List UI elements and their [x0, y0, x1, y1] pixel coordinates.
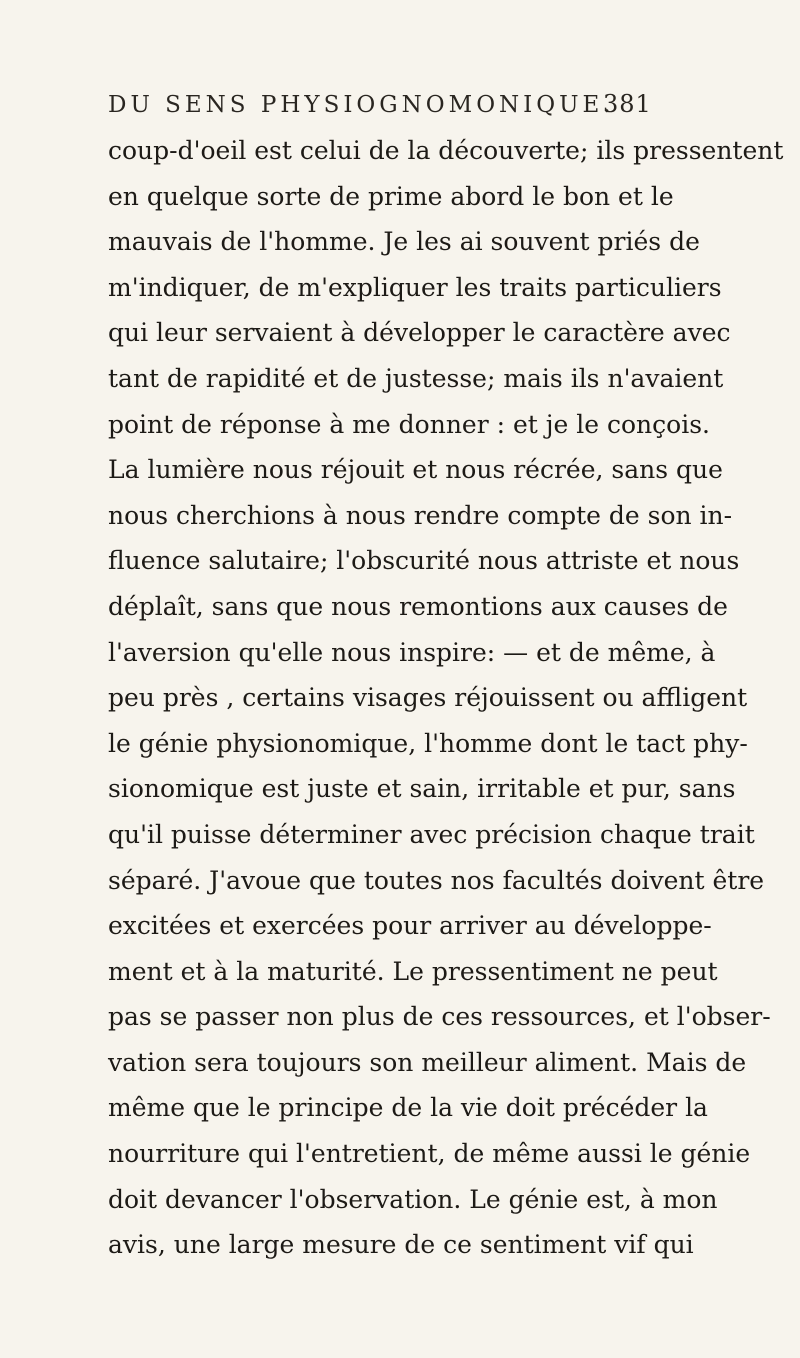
body-text [108, 128, 784, 1268]
text-line: excitées et exercées pour arriver au développe- [108, 911, 712, 941]
text-line: point de réponse à me donner : et je le conçois. [108, 409, 710, 439]
text-line: ment et à la maturité. Le pressentiment ne peut [108, 956, 718, 986]
running-head: DU SENS PHYSIOGNOMONIQUE. [108, 92, 615, 118]
text-line: séparé. J'avoue que toutes nos facultés doivent être [108, 865, 765, 895]
text-line: vation sera toujours son meilleur aliment. Mais de [108, 1047, 747, 1077]
text-line: nous cherchions à nous rendre compte de son in- [108, 500, 733, 530]
text-line: nourriture qui l'entretient, de même aussi le génie [108, 1139, 751, 1169]
text-line: l'aversion qu'elle nous inspire: — et de même, à [108, 637, 716, 667]
text-line: m'indiquer, de m'expliquer les traits particuliers [108, 272, 722, 302]
page-number: 381 [603, 90, 652, 118]
text-line: mauvais de l'homme. Je les ai souvent priés de [108, 227, 700, 257]
text-line: coup-d'oeil est celui de la découverte; ils pressentent [108, 136, 784, 165]
text-line: doit devancer l'observation. Le génie est, à mon [108, 1184, 718, 1214]
text-line: en quelque sorte de prime abord le bon et le [108, 181, 674, 211]
text-line: avis, une large mesure de ce sentiment vif qui [108, 1230, 694, 1260]
text-line: le génie physionomique, l'homme dont le tact phy- [108, 728, 748, 758]
text-line: fluence salutaire; l'obscurité nous attriste et nous [108, 546, 740, 576]
text-line: tant de rapidité et de justesse; mais ils n'avaient [108, 363, 724, 393]
text-line: même que le principe de la vie doit précéder la [108, 1093, 708, 1123]
text-line: qu'il puisse déterminer avec précision chaque trait [108, 819, 755, 849]
text-line: La lumière nous réjouit et nous récrée, sans que [108, 455, 723, 485]
text-line: peu près , certains visages réjouissent ou affligent [108, 683, 748, 713]
text-line: qui leur servaient à développer le caractère avec [108, 318, 731, 348]
text-line: sionomique est juste et sain, irritable et pur, sans [108, 774, 736, 804]
text-line: déplaît, sans que nous remontions aux causes de [108, 591, 728, 621]
text-line: pas se passer non plus de ces ressources, et l'obser- [108, 1002, 771, 1032]
